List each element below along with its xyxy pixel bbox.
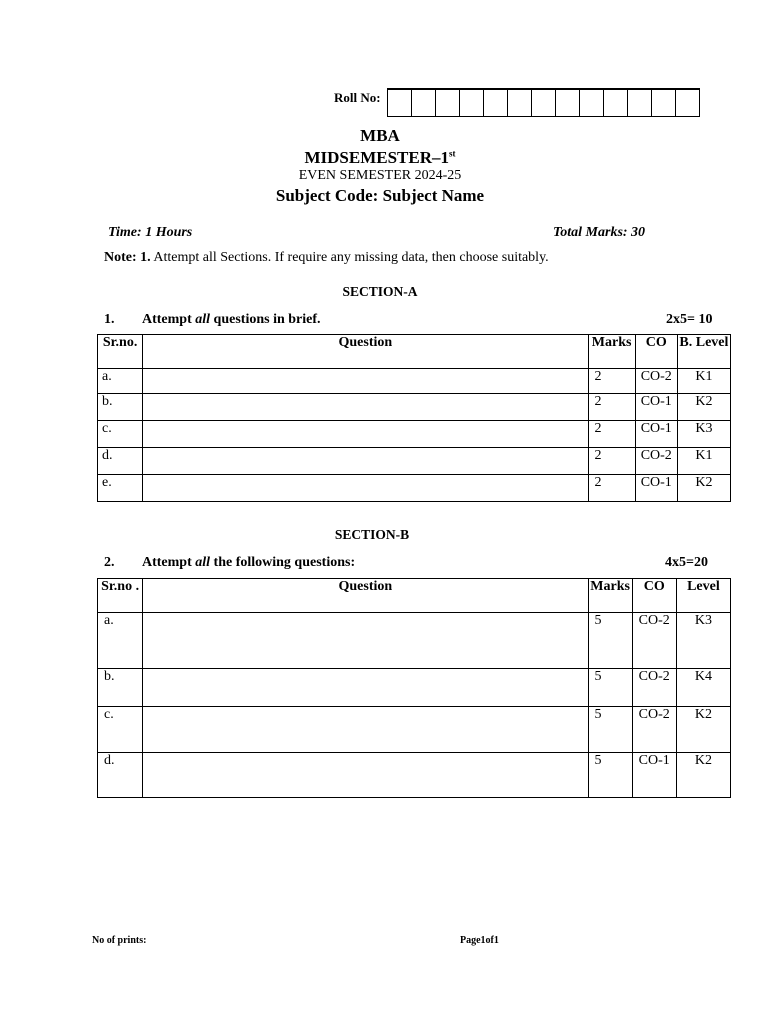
cell-level: K2: [677, 475, 730, 502]
roll-no-digit-box[interactable]: [532, 89, 556, 116]
exam-title: [0, 148, 764, 168]
cell-marks: 2: [588, 369, 635, 394]
note-text: Attempt all Sections. If require any missing data, then choose suitably.: [150, 250, 549, 265]
cell-question[interactable]: [143, 613, 588, 669]
cell-level: K2: [676, 753, 730, 798]
section-b-marks: 4x5=20: [665, 555, 708, 570]
header-marks: Marks: [588, 335, 635, 369]
roll-no-digit-box[interactable]: [508, 89, 532, 116]
cell-level: K4: [676, 669, 730, 707]
cell-srno: d.: [98, 448, 143, 475]
section-a-table: [97, 334, 731, 502]
table-row: [98, 475, 731, 502]
no-of-prints: No of prints:: [92, 935, 147, 946]
cell-question[interactable]: [143, 475, 588, 502]
table-row: [98, 421, 731, 448]
cell-srno: e.: [98, 475, 143, 502]
table-row: [98, 448, 731, 475]
program-title: MBA: [360, 126, 400, 145]
cell-question[interactable]: [143, 394, 588, 421]
table-row: [98, 369, 731, 394]
section-a-question-number: 1.: [104, 312, 115, 327]
table-row: [98, 753, 731, 798]
cell-question[interactable]: [143, 421, 588, 448]
roll-no-label: Roll No:: [334, 90, 381, 105]
header-level: Level: [676, 579, 730, 613]
cell-question[interactable]: [143, 707, 588, 753]
roll-no-digit-box[interactable]: [436, 89, 460, 116]
table-header-row: [98, 335, 731, 369]
cell-srno: d.: [98, 753, 143, 798]
roll-no-digit-box[interactable]: [604, 89, 628, 116]
cell-question[interactable]: [143, 753, 588, 798]
cell-marks: 5: [588, 669, 632, 707]
roll-no-digit-box[interactable]: [412, 89, 436, 116]
roll-no-digit-box[interactable]: [556, 89, 580, 116]
section-b-title: SECTION-B: [334, 527, 410, 542]
table-row: [98, 613, 731, 669]
cell-question[interactable]: [143, 448, 588, 475]
cell-level: K1: [677, 448, 730, 475]
cell-level: K3: [676, 613, 730, 669]
cell-srno: a.: [98, 613, 143, 669]
roll-no-digit-box[interactable]: [580, 89, 604, 116]
section-b-question-number: 2.: [104, 555, 115, 570]
cell-srno: c.: [98, 421, 143, 448]
exam-title-superscript: st: [449, 148, 456, 159]
roll-no-digit-box[interactable]: [628, 89, 652, 116]
header-question: Question: [143, 579, 588, 613]
section-a-instruction: [142, 312, 321, 328]
note: [104, 250, 549, 266]
cell-srno: b.: [98, 669, 143, 707]
cell-marks: 2: [588, 394, 635, 421]
header-srno: Sr.no .: [98, 579, 143, 613]
cell-marks: 5: [588, 613, 632, 669]
cell-level: K2: [677, 394, 730, 421]
subject-title: Subject Code: Subject Name: [275, 186, 485, 205]
cell-co: CO-1: [635, 394, 677, 421]
exam-time: Time: 1 Hours: [108, 225, 193, 240]
cell-marks: 2: [588, 475, 635, 502]
cell-srno: b.: [98, 394, 143, 421]
table-row: [98, 394, 731, 421]
instruction-pre: Attempt: [142, 555, 196, 570]
table-row: [98, 669, 731, 707]
cell-srno: a.: [98, 369, 143, 394]
section-b-table: [97, 578, 731, 798]
section-b-instruction: [142, 555, 355, 571]
header-co: CO: [632, 579, 676, 613]
roll-no-digit-box[interactable]: [460, 89, 484, 116]
cell-co: CO-2: [632, 707, 676, 753]
section-a-title: SECTION-A: [342, 284, 418, 299]
instruction-post: the following questions:: [210, 555, 356, 570]
section-a-marks: 2x5= 10: [666, 312, 713, 327]
exam-title-text: MIDSEMESTER–1: [304, 148, 450, 167]
roll-no-digit-box[interactable]: [676, 89, 700, 116]
total-marks: Total Marks: 30: [553, 225, 646, 240]
roll-no-digit-box[interactable]: [652, 89, 676, 116]
cell-level: K2: [676, 707, 730, 753]
header-marks: Marks: [588, 579, 632, 613]
header-question: Question: [143, 335, 588, 369]
page-number: Page1of1: [460, 935, 499, 946]
cell-marks: 2: [588, 421, 635, 448]
cell-question[interactable]: [143, 369, 588, 394]
note-label: Note: 1.: [104, 250, 151, 265]
instruction-pre: Attempt: [142, 312, 196, 327]
cell-marks: 5: [588, 707, 632, 753]
semester-title: EVEN SEMESTER 2024-25: [298, 168, 462, 183]
cell-srno: c.: [98, 707, 143, 753]
cell-level: K3: [677, 421, 730, 448]
cell-co: CO-2: [632, 669, 676, 707]
cell-co: CO-1: [635, 475, 677, 502]
cell-question[interactable]: [143, 669, 588, 707]
cell-co: CO-1: [632, 753, 676, 798]
table-header-row: [98, 579, 731, 613]
cell-co: CO-2: [635, 369, 677, 394]
cell-marks: 5: [588, 753, 632, 798]
roll-no-digit-box[interactable]: [388, 89, 412, 116]
header-co: CO: [635, 335, 677, 369]
instruction-emphasis: all: [195, 555, 211, 570]
cell-co: CO-2: [632, 613, 676, 669]
header-srno: Sr.no.: [98, 335, 143, 369]
roll-no-boxes[interactable]: [387, 88, 700, 117]
roll-no-digit-box[interactable]: [484, 89, 508, 116]
cell-co: CO-2: [635, 448, 677, 475]
instruction-emphasis: all: [195, 312, 211, 327]
instruction-post: questions in brief.: [210, 312, 321, 327]
header-level: B. Level: [677, 335, 730, 369]
cell-co: CO-1: [635, 421, 677, 448]
table-row: [98, 707, 731, 753]
cell-level: K1: [677, 369, 730, 394]
cell-marks: 2: [588, 448, 635, 475]
